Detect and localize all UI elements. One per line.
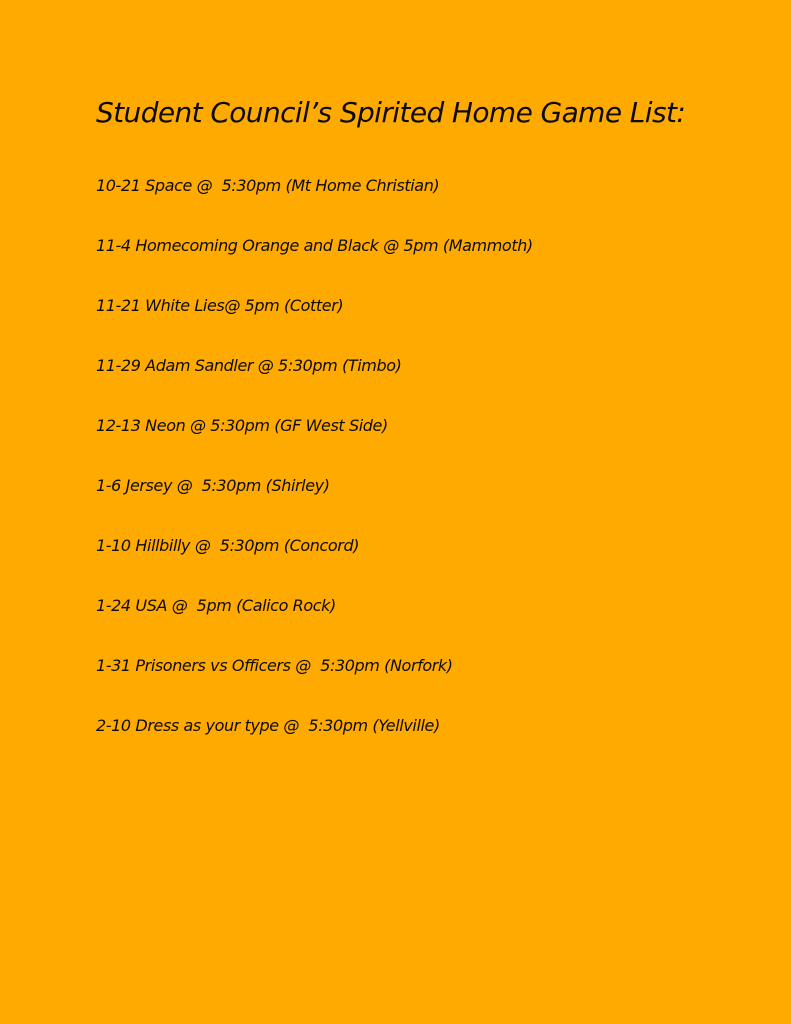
game-item-neon: 12-13 Neon @ 5:30pm (GF West Side): [96, 416, 388, 435]
game-list: [96, 175, 533, 775]
game-item-homecoming: 11-4 Homecoming Orange and Black @ 5pm (Mammoth): [96, 236, 533, 255]
game-item-dress-as-your-type: 2-10 Dress as your type @ 5:30pm (Yellville): [96, 716, 440, 735]
game-item-hillbilly: 1-10 Hillbilly @ 5:30pm (Concord): [96, 536, 360, 555]
game-item-prisoners-vs-officers: 1-31 Prisoners vs Officers @ 5:30pm (Norfork): [96, 656, 453, 675]
page-title: Student Council’s Spirited Home Game List:: [96, 96, 686, 129]
game-item-adam-sandler: 11-29 Adam Sandler @ 5:30pm (Timbo): [96, 356, 402, 375]
game-item-usa: 1-24 USA @ 5pm (Calico Rock): [96, 596, 336, 615]
game-item-white-lies: 11-21 White Lies@ 5pm (Cotter): [96, 296, 344, 315]
game-item-jersey: 1-6 Jersey @ 5:30pm (Shirley): [96, 476, 330, 495]
game-item-space: 10-21 Space @ 5:30pm (Mt Home Christian): [96, 176, 440, 195]
